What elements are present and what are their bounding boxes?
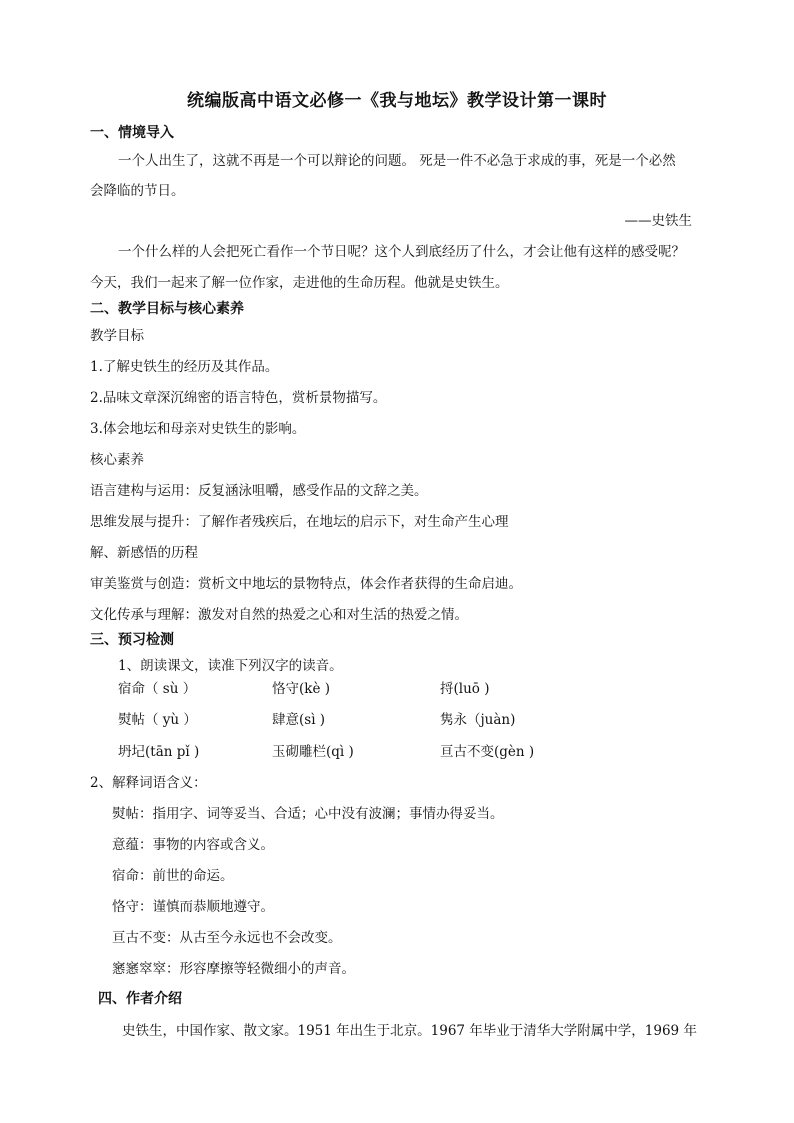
word-item: 隽永（juàn) [440, 712, 516, 728]
question-line: 2、解释词语含义： [90, 775, 207, 791]
section-heading-1: 一、情境导入 [90, 125, 174, 141]
word-item: 恪守(kè ) [272, 681, 330, 697]
word-item: 捋(luō ) [440, 681, 490, 697]
subsection-label: 教学目标 [90, 328, 144, 344]
definition-item: 宿命：前世的命运。 [112, 868, 234, 884]
core-item: 解、新感悟的历程 [90, 545, 198, 561]
paragraph-line: 史铁生，中国作家、散文家。1951 年出生于北京。1967 年毕业于清华大学附属中学，1969 年 [122, 1023, 697, 1039]
paragraph-line: 一个什么样的人会把死亡看作一个节日呢？这个人到底经历了什么，才会让他有这样的感受呢？ [118, 244, 685, 260]
word-item: 熨帖（ yù ） [118, 712, 197, 728]
core-item: 思维发展与提升：了解作者残疾后，在地坛的启示下，对生命产生心理 [90, 514, 509, 530]
word-item: 肆意(sì ) [272, 712, 326, 728]
word-item: 玉砌雕栏(qì ) [272, 744, 354, 760]
word-item: 亘古不变(gèn ) [440, 744, 535, 760]
question-line: 1、朗读课文，读准下列汉字的读音。 [118, 658, 343, 674]
definition-item: 恪守：谨慎而恭顺地遵守。 [112, 899, 274, 915]
quote-attribution: ——史铁生 [624, 213, 692, 229]
definition-item: 窸窸窣窣：形容摩擦等轻微细小的声音。 [112, 961, 355, 977]
document-title: 统编版高中语文必修一《我与地坛》教学设计第一课时 [187, 91, 607, 111]
core-item: 文化传承与理解：激发对自然的热爱之心和对生活的热爱之情。 [90, 607, 468, 623]
paragraph-line: 一个人出生了，这就不再是一个可以辩论的问题。 死是一件不必急于求成的事，死是一个必然 [118, 153, 676, 169]
subsection-label: 核心素养 [90, 452, 144, 468]
word-item: 坍圮(tān pǐ ) [118, 744, 200, 760]
goal-item: 1.了解史铁生的经历及其作品。 [90, 359, 279, 375]
paragraph-line: 今天，我们一起来了解一位作家，走进他的生命历程。他就是史铁生。 [90, 275, 509, 291]
paragraph-line: 会降临的节日。 [90, 183, 185, 199]
word-item: 宿命（ sù ） [118, 681, 197, 697]
section-heading-2: 二、教学目标与核心素养 [90, 301, 244, 317]
definition-item: 意蕴：事物的内容或含义。 [112, 837, 274, 853]
goal-item: 3.体会地坛和母亲对史铁生的影响。 [90, 421, 306, 437]
goal-item: 2.品味文章深沉绵密的语言特色，赏析景物描写。 [90, 390, 387, 406]
core-item: 语言建构与运用：反复涵泳咀嚼，感受作品的文辞之美。 [90, 483, 428, 499]
definition-item: 熨帖：指用字、词等妥当、合适；心中没有波澜；事情办得妥当。 [112, 806, 504, 822]
section-heading-4: 四、作者介绍 [98, 991, 182, 1007]
section-heading-3: 三、预习检测 [90, 632, 174, 648]
core-item: 审美鉴赏与创造：赏析文中地坛的景物特点，体会作者获得的生命启迪。 [90, 576, 522, 592]
definition-item: 亘古不变：从古至今永远也不会改变。 [112, 930, 342, 946]
